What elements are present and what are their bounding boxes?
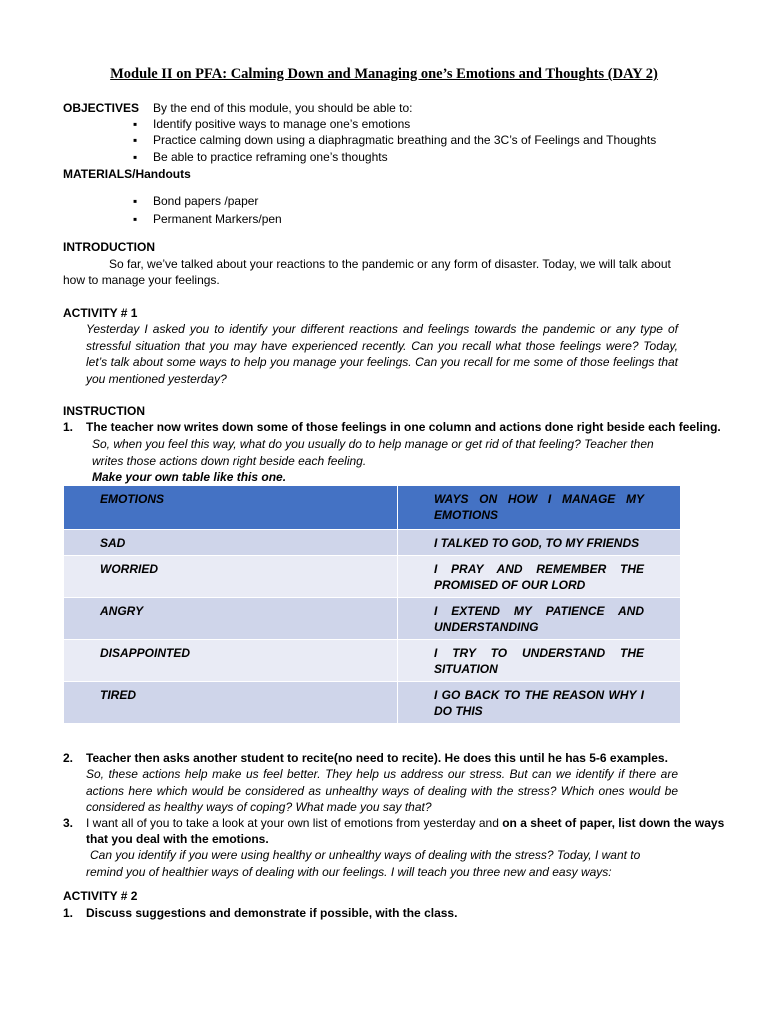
introduction-line-1: So far, we’ve talked about your reactions to the pandemic or any form of disaster. Today, we will talk about bbox=[109, 257, 671, 271]
table-caption: Make your own table like this one. bbox=[92, 470, 287, 484]
materials-heading: MATERIALS/Handouts bbox=[63, 167, 191, 181]
table-row bbox=[64, 598, 681, 640]
material-item: Bond papers /paper bbox=[153, 194, 259, 208]
table-row bbox=[64, 640, 681, 682]
way-cell: I EXTEND MY PATIENCE AND UNDERSTANDING bbox=[398, 598, 681, 640]
objectives-heading: OBJECTIVES bbox=[63, 101, 140, 115]
way-cell: I TALKED TO GOD, TO MY FRIENDS bbox=[398, 530, 681, 556]
emotions-table bbox=[63, 485, 681, 724]
way-cell: I PRAY AND REMEMBER THE PROMISED OF OUR LORD bbox=[398, 556, 681, 598]
material-item: Permanent Markers/pen bbox=[153, 212, 282, 226]
step-3-text bbox=[86, 815, 724, 831]
bullet-icon: ▪ bbox=[133, 194, 138, 208]
objectives-intro: By the end of this module, you should be able to: bbox=[153, 101, 413, 115]
bullet-icon: ▪ bbox=[133, 117, 138, 131]
bullet-icon: ▪ bbox=[133, 133, 138, 147]
objective-item: Practice calming down using a diaphragmatic breathing and the 3C’s of Feelings and Thoughts bbox=[153, 133, 657, 147]
objective-item: Identify positive ways to manage one’s emotions bbox=[153, 117, 411, 131]
way-cell: I GO BACK TO THE REASON WHY I DO THIS bbox=[398, 682, 681, 724]
emotion-cell: SAD bbox=[64, 530, 398, 556]
step-2-note: So, these actions help make us feel better. They help us address our stress. But can we identify if there are actions here which would be considered as unhealthy ways of dealing with the stress? Which ones would be considered as healthy ways of coping? What made you say that? bbox=[86, 767, 678, 814]
activity-2-step-1: Discuss suggestions and demonstrate if possible, with the class. bbox=[86, 906, 458, 920]
instruction-heading: INSTRUCTION bbox=[63, 404, 145, 418]
emotion-cell: DISAPPOINTED bbox=[64, 640, 398, 682]
introduction-line-2: how to manage your feelings. bbox=[63, 273, 220, 287]
bullet-icon: ▪ bbox=[133, 150, 138, 164]
way-cell: I TRY TO UNDERSTAND THE SITUATION bbox=[398, 640, 681, 682]
step-3-note: Can you identify if you were using healthy or unhealthy ways of dealing with the stress? Today, I want to remind you of healthier ways of dealing with our feelings. I will teach you three new and easy ways: bbox=[86, 848, 641, 879]
objective-item: Be able to practice reframing one’s thoughts bbox=[153, 150, 388, 164]
step-3-text-bold: on a sheet of paper, list down the ways bbox=[502, 816, 725, 830]
step-number: 1. bbox=[63, 420, 74, 434]
instruction-step-1: The teacher now writes down some of those feelings in one column and actions done right beside each feeling. bbox=[86, 420, 721, 434]
table-header-emotions: EMOTIONS bbox=[64, 486, 398, 530]
activity-2-heading: ACTIVITY # 2 bbox=[63, 889, 138, 903]
activity-1-text: Yesterday I asked you to identify your different reactions and feelings towards the pandemic or any type of stressful situation that you may have experienced recently. Can you recall what those feelings were? Today, let’s talk about some ways to help you manage your feelings. Can you recall for me some of those feelings that you mentioned yesterday? bbox=[86, 322, 678, 386]
step-number: 3. bbox=[63, 816, 74, 830]
page-title: Module II on PFA: Calming Down and Managing one’s Emotions and Thoughts (DAY 2) bbox=[110, 66, 658, 82]
introduction-heading: INTRODUCTION bbox=[63, 240, 155, 254]
step-3-text-continued: that you deal with the emotions. bbox=[86, 832, 269, 846]
emotion-cell: ANGRY bbox=[64, 598, 398, 640]
table-header-row bbox=[64, 486, 681, 530]
table-row bbox=[64, 556, 681, 598]
bullet-icon: ▪ bbox=[133, 212, 138, 226]
instruction-step-1-note: So, when you feel this way, what do you usually do to help manage or get rid of that feeling? Teacher then writes those actions down right beside each feeling. bbox=[92, 437, 654, 468]
step-2-text: Teacher then asks another student to recite(no need to recite). He does this until he has 5-6 examples. bbox=[86, 751, 668, 765]
activity-1-heading: ACTIVITY # 1 bbox=[63, 306, 138, 320]
table-row bbox=[64, 530, 681, 556]
step-3-text-plain: I want all of you to take a look at your own list of emotions from yesterday and bbox=[86, 816, 503, 830]
step-number: 1. bbox=[63, 906, 74, 920]
table-row bbox=[64, 682, 681, 724]
table-header-ways: WAYS ON HOW I MANAGE MY EMOTIONS bbox=[398, 486, 681, 530]
step-number: 2. bbox=[63, 751, 74, 765]
emotion-cell: WORRIED bbox=[64, 556, 398, 598]
emotion-cell: TIRED bbox=[64, 682, 398, 724]
